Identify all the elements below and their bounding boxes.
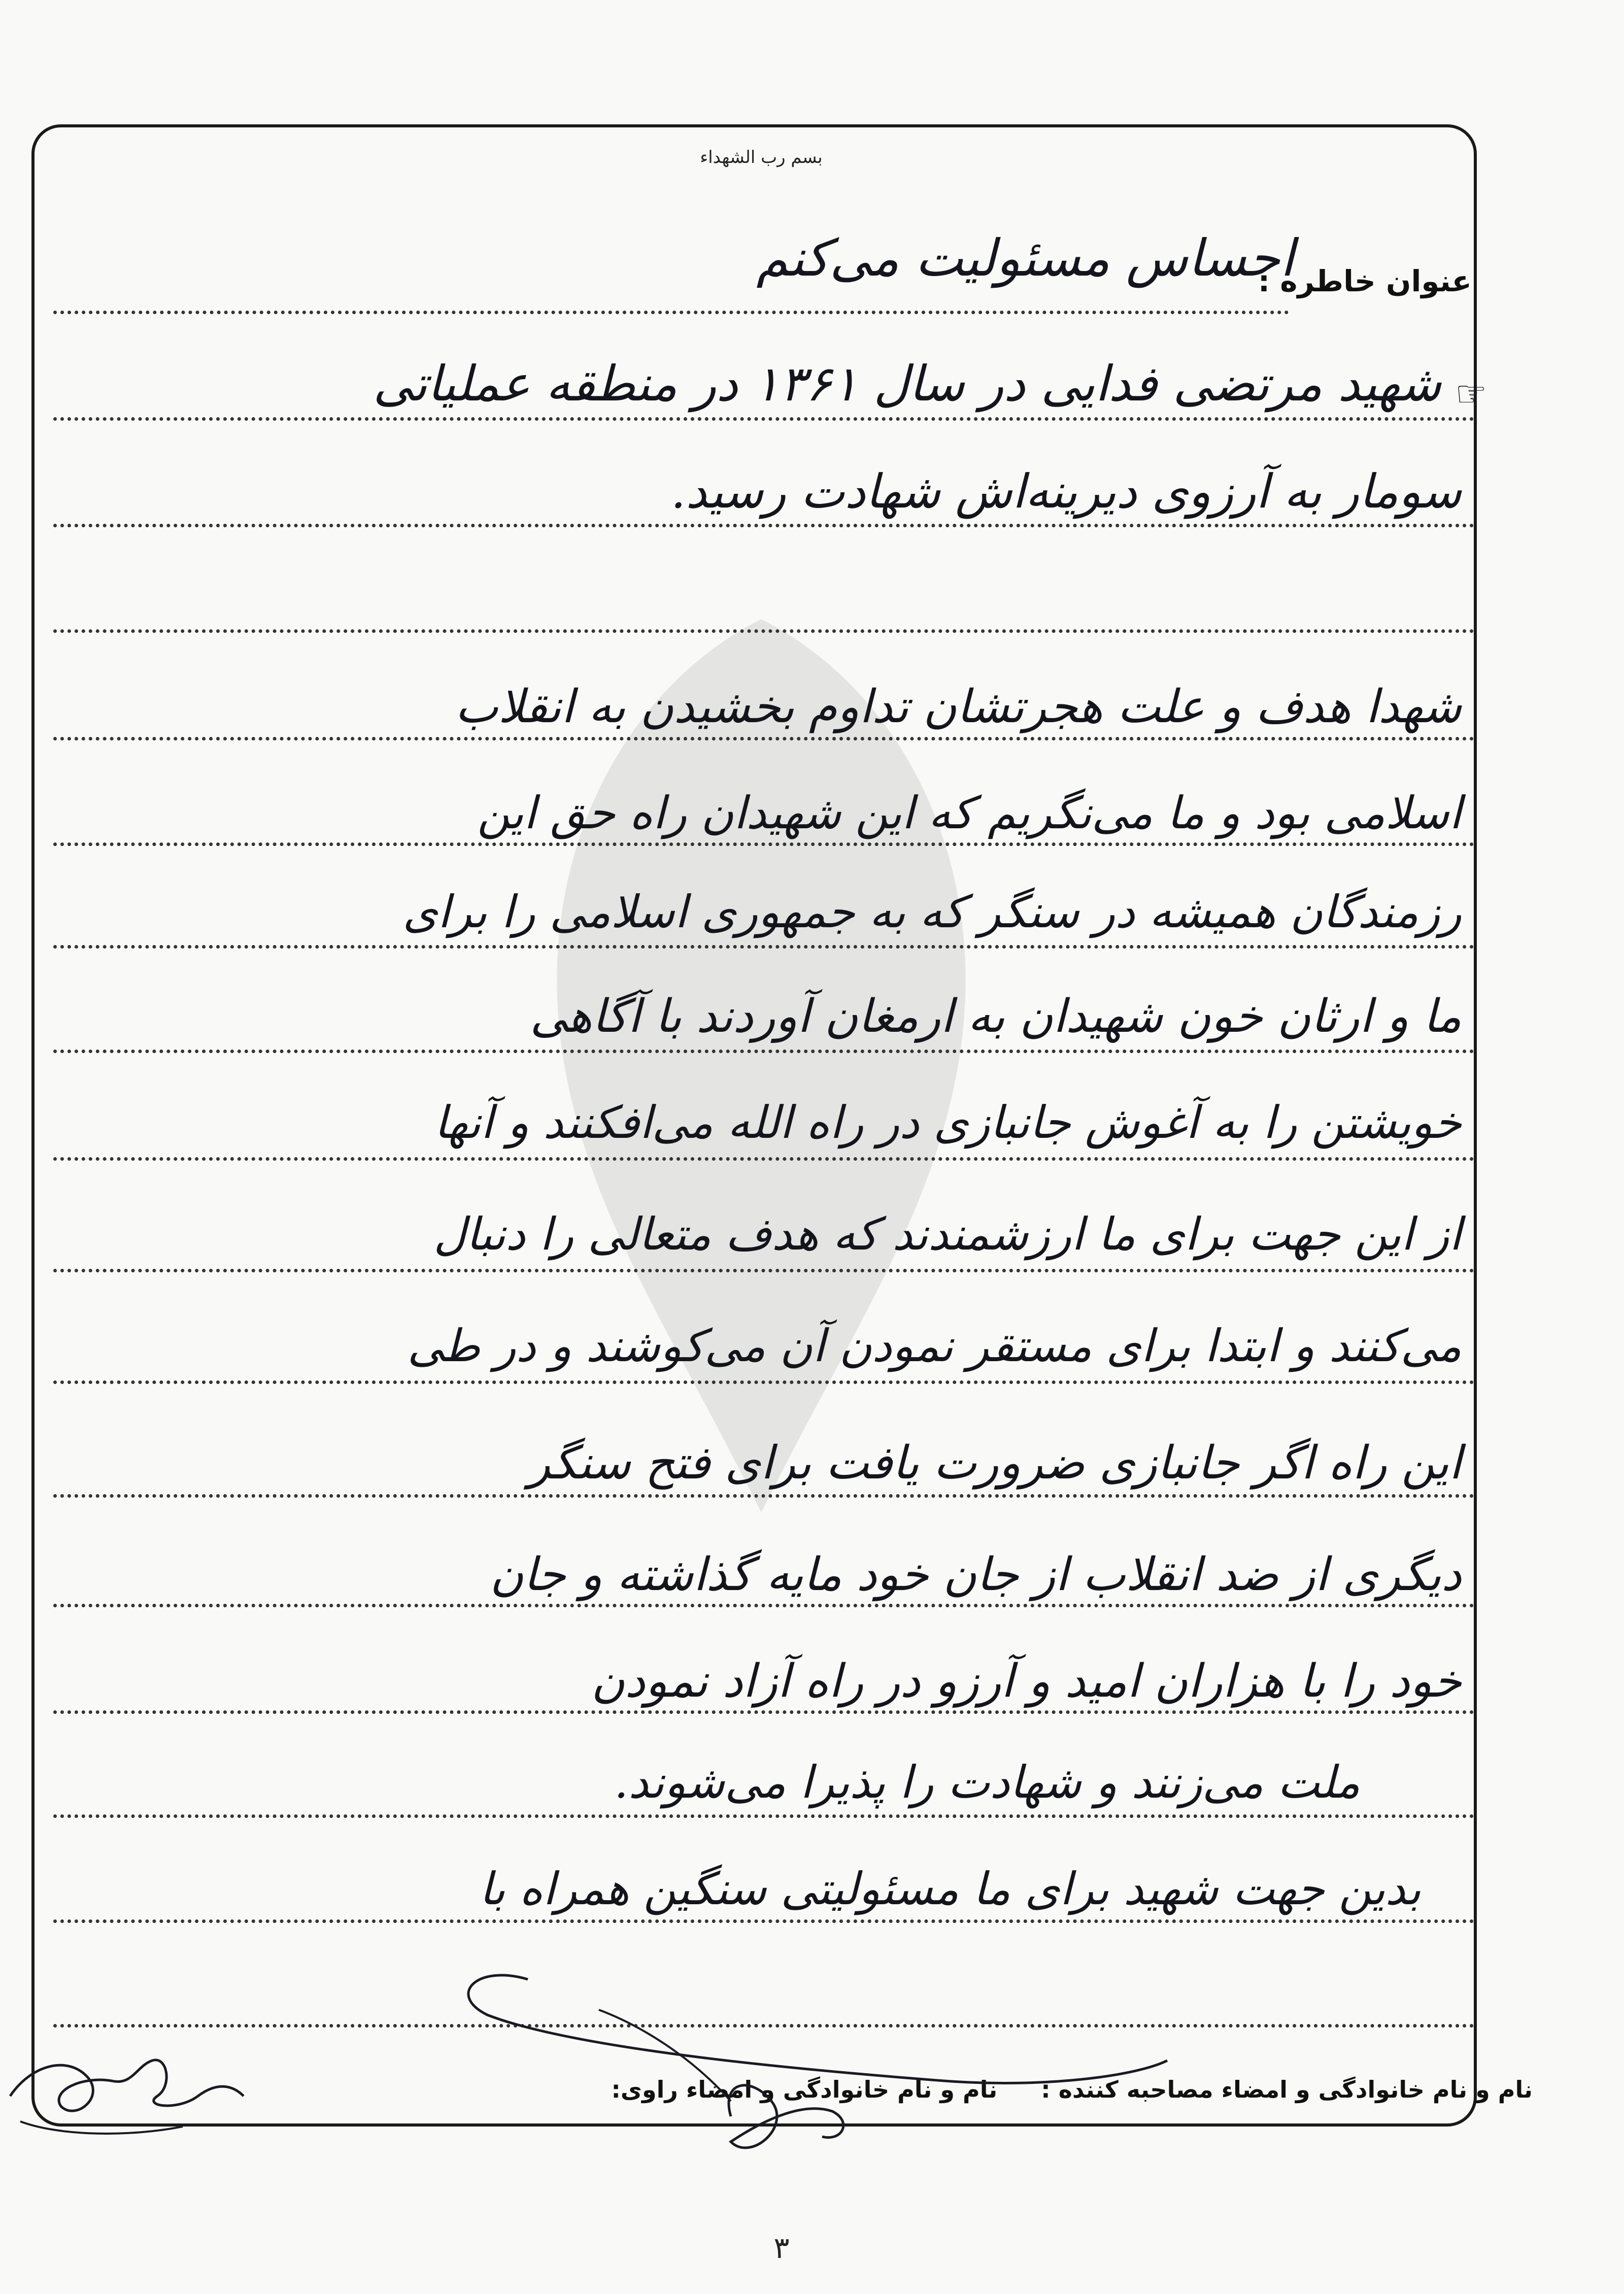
ruled-line-16 xyxy=(53,2024,1474,2028)
ruled-line-8 xyxy=(53,1157,1474,1161)
narrator-label: نام و نام خانوادگی و امضاء راوی: xyxy=(611,2076,998,2103)
body-line-11: این راه اگر جانبازی ضرورت یافت برای فتح سنگر xyxy=(528,1436,1462,1490)
body-line-9: از این جهت برای ما ارزشمندند که هدف متعالی را دنبال xyxy=(433,1208,1462,1260)
title-dotted-line xyxy=(53,311,1289,314)
body-line-8: خویشتن را به آغوش جانبازی در راه الله می‌افکنند و آنها xyxy=(434,1096,1462,1149)
ruled-line-5 xyxy=(53,842,1474,846)
ruled-line-7 xyxy=(53,1050,1474,1053)
signature-labels xyxy=(612,2076,1533,2103)
body-line-13: خود را با هزاران امید و آرزو در راه آزاد نمودن xyxy=(591,1655,1462,1708)
ruled-line-11 xyxy=(53,1494,1474,1498)
ruled-line-12 xyxy=(53,1604,1474,1607)
body-line-4: شهدا هدف و علت هجرتشان تداوم بخشیدن به انقلاب xyxy=(455,680,1462,733)
ruled-line-10 xyxy=(53,1380,1474,1384)
ruled-line-3 xyxy=(53,629,1474,633)
body-line-2: سومار به آرزوی دیرینه‌اش شهادت رسید. xyxy=(670,464,1462,519)
body-line-5: اسلامی بود و ما می‌نگریم که این شهیدان راه حق این xyxy=(477,787,1462,839)
ruled-line-9 xyxy=(53,1269,1474,1272)
memory-title-label: عنوان خاطره : xyxy=(1258,264,1472,298)
body-line-15: بدین جهت شهید برای ما مسئولیتی سنگین همراه با xyxy=(479,1863,1421,1915)
ruled-line-13 xyxy=(53,1710,1474,1714)
memory-title-value: احساس مسئولیت می‌کنم xyxy=(756,228,1294,288)
interviewer-label: نام و نام خانوادگی و امضاء مصاحبه کننده : xyxy=(1041,2076,1533,2103)
hand-pointer-icon: ☞ xyxy=(1455,373,1487,415)
body-line-14: ملت می‌زنند و شهادت را پذیرا می‌شوند. xyxy=(614,1756,1360,1808)
ruled-line-6 xyxy=(53,945,1474,949)
ruled-line-1 xyxy=(53,417,1474,421)
body-line-10: می‌کنند و ابتدا برای مستقر نمودن آن می‌کوشند و در طی xyxy=(407,1320,1462,1372)
ruled-line-4 xyxy=(53,737,1474,740)
ruled-line-2 xyxy=(53,524,1474,527)
body-line-6: رزمندگان همیشه در سنگر که به جمهوری اسلامی را برای xyxy=(402,886,1462,938)
ruled-line-14 xyxy=(53,1814,1474,1818)
ruled-line-15 xyxy=(53,1919,1474,1923)
body-line-12: دیگری از ضد انقلاب از جان خود مایه گذاشته و جان xyxy=(490,1548,1462,1601)
bismillah-heading: بسم رب الشهداء xyxy=(700,147,823,167)
body-line-7: ما و ارثان خون شهیدان به ارمغان آوردند با آگاهی xyxy=(530,990,1462,1043)
page-number: ۳ xyxy=(773,2231,790,2265)
body-line-1: شهید مرتضی فدایی در سال ۱۳۶۱ در منطقه عملیاتی xyxy=(373,355,1441,412)
